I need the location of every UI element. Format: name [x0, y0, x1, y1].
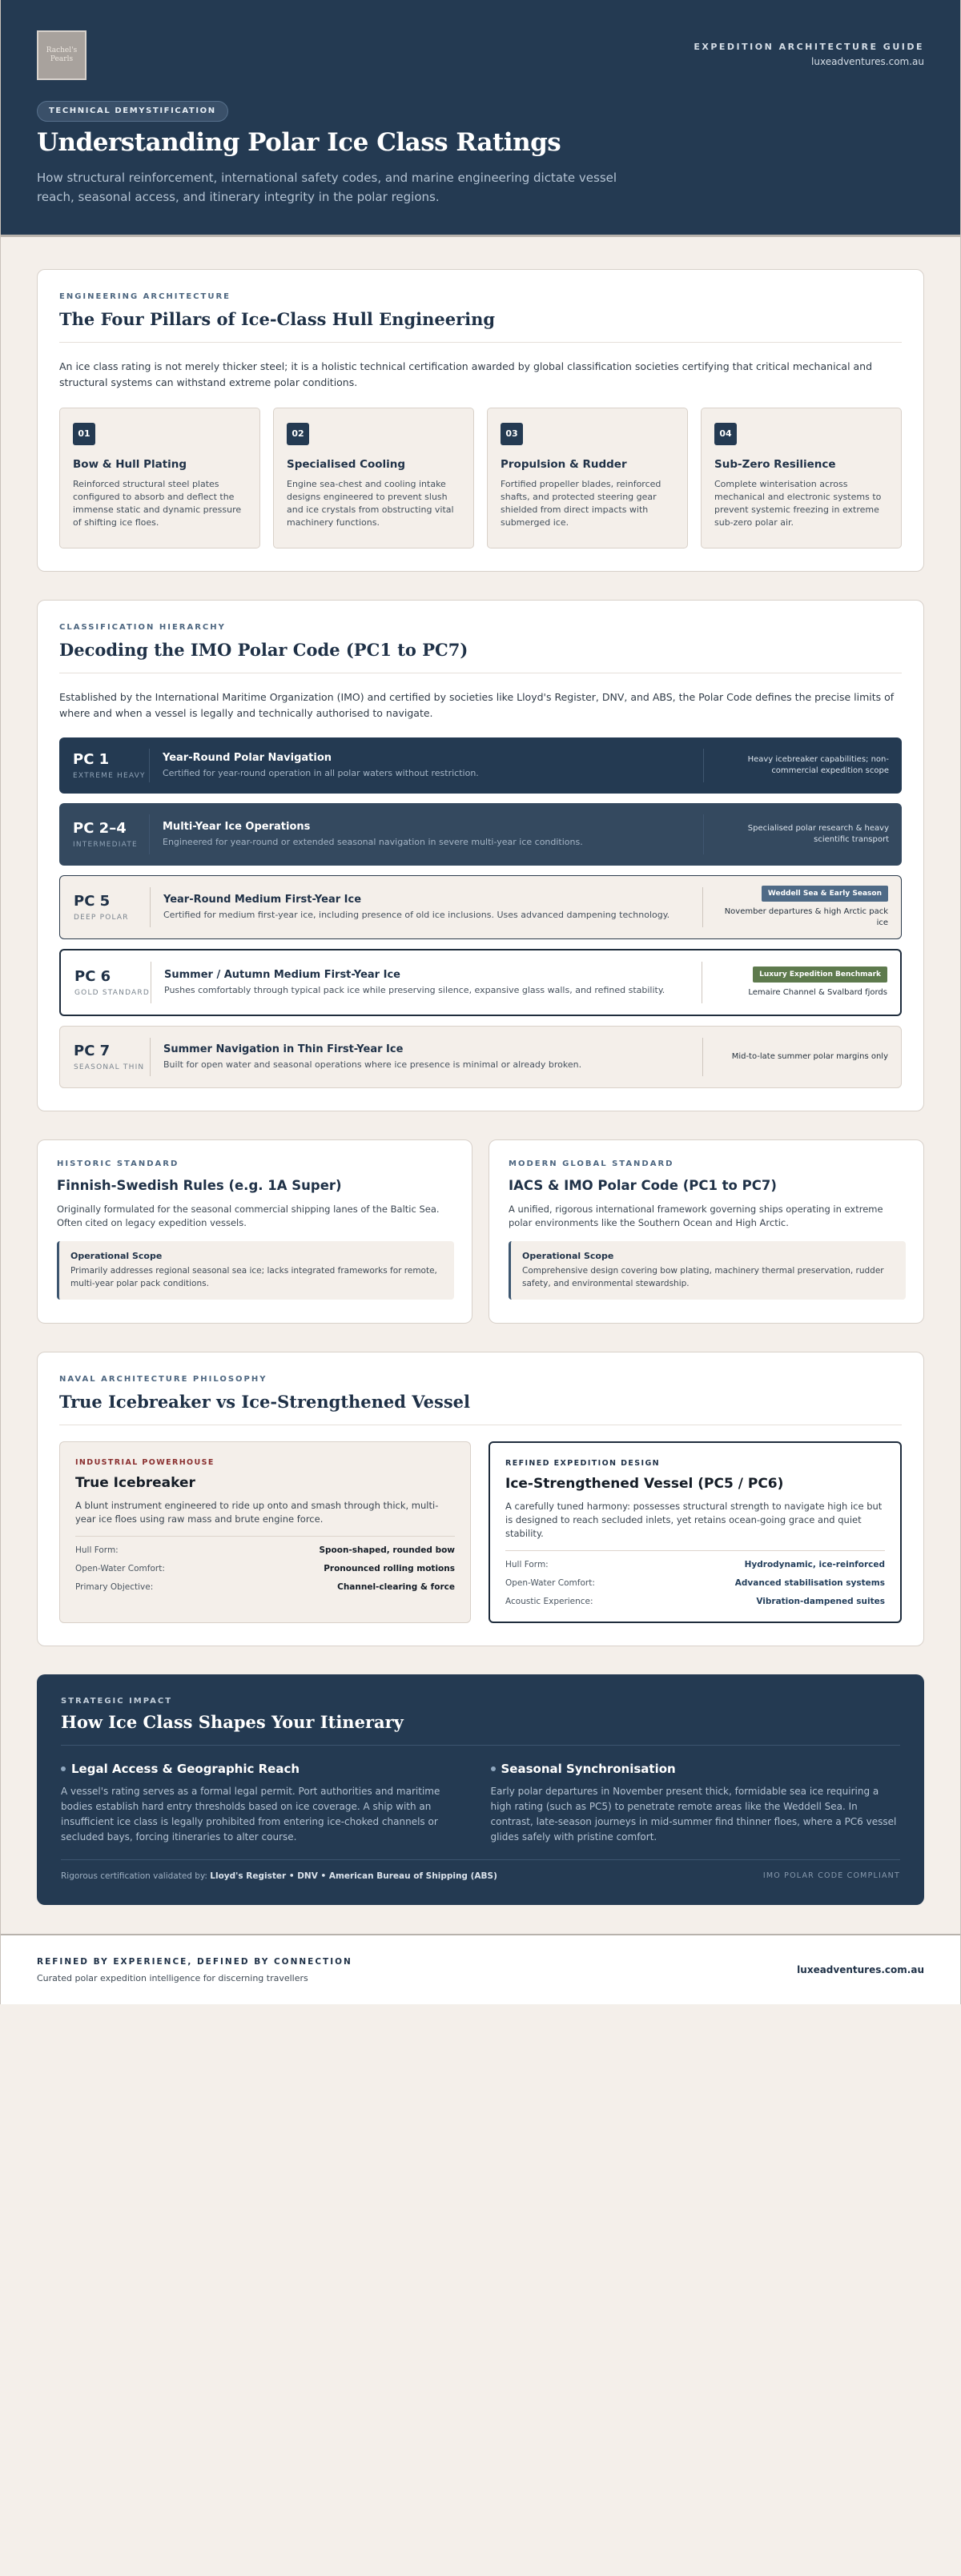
pillar-number: 01 [73, 423, 95, 445]
scope-box [509, 1241, 906, 1300]
tier-code: PC 6 [74, 968, 111, 985]
section-title: How Ice Class Shapes Your Itinerary [61, 1712, 900, 1746]
spec-value: Vibration-dampened suites [756, 1597, 885, 1606]
icebreaker-card [59, 1441, 471, 1623]
tier-description: Pushes comfortably through typical pack ice while preserving silence, expansive glass walls, and refined stability. [164, 985, 665, 995]
tier-subtitle: INTERMEDIATE [73, 841, 138, 849]
tier-note: Lemaire Channel & Svalbard fjords [748, 988, 887, 997]
card-eyebrow: HISTORIC STANDARD [57, 1159, 179, 1168]
tier-code: PC 7 [74, 1043, 111, 1059]
philosophy-section [37, 1352, 924, 1646]
pillar-title: Specialised Cooling [287, 458, 406, 471]
pillars-section [37, 269, 924, 572]
section-pill: TECHNICAL DEMYSTIFICATION [37, 101, 228, 122]
tier-title: Multi-Year Ice Operations [163, 821, 311, 833]
tier-badge: Weddell Sea & Early Season [762, 886, 888, 902]
ice-strengthened-card [489, 1441, 902, 1623]
strategic-column [61, 1762, 471, 1845]
column-text: Early polar departures in November present thick, formidable sea ice requiring a high rating (such as PC5) to penetrate remote areas like the Weddell Sea. In contrast, late-season journeys in mid-summer find thinner floes, where a PC6 vessel glides safely with pristine comfort. [490, 1786, 897, 1843]
pillar-card [487, 408, 688, 549]
tier-title: Year-Round Medium First-Year Ice [163, 894, 362, 906]
scope-title: Operational Scope [522, 1251, 614, 1261]
standards-comparison [37, 1139, 924, 1324]
pillar-text: Engine sea-chest and cooling intake designs engineered to prevent slush and ice crystals from obstructing vital machinery functions. [287, 479, 454, 528]
spec-value: Hydrodynamic, ice-reinforced [744, 1560, 885, 1569]
tier-pc7 [59, 1026, 902, 1088]
bullet-dot-icon [61, 1766, 66, 1771]
tier-pc5 [59, 875, 902, 939]
column-title: Legal Access & Geographic Reach [71, 1762, 300, 1776]
certification-bar [61, 1859, 900, 1881]
spec-row [505, 1560, 885, 1569]
spec-label: Primary Objective: [75, 1582, 154, 1592]
tier-pc6 [59, 949, 902, 1016]
pillar-title: Sub-Zero Resilience [714, 458, 836, 471]
card-description: Originally formulated for the seasonal commercial shipping lanes of the Baltic Sea. Often cited on legacy expedition vessels. [57, 1204, 440, 1228]
spec-label: Acoustic Experience: [505, 1597, 593, 1606]
vessel-comparison [59, 1441, 902, 1623]
tier-note: Heavy icebreaker capabilities; non-commercial expedition scope [747, 755, 889, 775]
pillar-card [273, 408, 474, 549]
pillar-number: 02 [287, 423, 309, 445]
section-intro: Established by the International Maritime Organization (IMO) and certified by societies like Lloyd's Register, DNV, and ABS, the Polar Code defines the precise limits of where and when a vessel is legally and technically authorised to navigate. [59, 691, 895, 719]
polar-code-section [37, 600, 924, 1111]
tier-pc2-4 [59, 803, 902, 866]
spec-label: Open-Water Comfort: [505, 1578, 595, 1588]
scope-box [57, 1241, 454, 1300]
section-intro: An ice class rating is not merely thicker steel; it is a holistic technical certification awarded by global classification societies certifying that critical mechanical and structural systems can withstand extreme polar conditions. [59, 360, 873, 388]
tier-code: PC 2–4 [73, 820, 127, 837]
site-link[interactable]: luxeadventures.com.au [811, 56, 924, 67]
section-eyebrow: CLASSIFICATION HIERARCHY [59, 623, 226, 632]
tier-subtitle: DEEP POLAR [74, 914, 129, 922]
card-title: IACS & IMO Polar Code (PC1 to PC7) [509, 1178, 777, 1193]
footer-subtitle: Curated polar expedition intelligence for discerning travellers [37, 1972, 308, 1983]
spec-row [505, 1578, 885, 1588]
tier-pc1 [59, 737, 902, 794]
scope-text: Comprehensive design covering bow plating, machinery thermal preservation, rudder safety, and environmental stewardship. [522, 1266, 884, 1288]
spec-row [75, 1564, 455, 1573]
pillar-text: Complete winterisation across mechanical and electronic systems to prevent systemic freezing in extreme sub-zero polar air. [714, 479, 882, 528]
tier-subtitle: SEASONAL THIN [74, 1063, 145, 1071]
logo-text: Rachel's Pearls [46, 46, 78, 63]
card-tag: INDUSTRIAL POWERHOUSE [75, 1458, 215, 1467]
tier-description: Certified for medium first-year ice, including presence of old ice inclusions. Uses advanced dampening technology. [163, 910, 670, 920]
tier-note: Specialised polar research & heavy scientific transport [747, 824, 889, 844]
section-eyebrow: ENGINEERING ARCHITECTURE [59, 292, 231, 301]
tier-subtitle: GOLD STANDARD [74, 989, 150, 997]
pillar-text: Reinforced structural steel plates configured to absorb and deflect the immense static and dynamic pressure of shifting ice floes. [73, 479, 242, 528]
spec-value: Channel-clearing & force [337, 1582, 455, 1592]
validated-prefix: Rigorous certification validated by: [61, 1871, 207, 1881]
strategic-columns [61, 1762, 900, 1845]
section-title: The Four Pillars of Ice-Class Hull Engineering [59, 309, 902, 343]
pillar-title: Propulsion & Rudder [501, 458, 627, 471]
card-tag: REFINED EXPEDITION DESIGN [505, 1459, 660, 1468]
bullet-dot-icon [491, 1766, 496, 1771]
strategic-impact-section [37, 1674, 924, 1905]
footer-site-link[interactable]: luxeadventures.com.au [797, 1964, 924, 1975]
tier-description: Engineered for year-round or extended seasonal navigation in severe multi-year ice conditions. [163, 837, 583, 847]
guide-label: EXPEDITION ARCHITECTURE GUIDE [694, 42, 924, 52]
tier-code: PC 1 [73, 751, 110, 768]
card-description: A carefully tuned harmony: possesses structural strength to navigate high ice but is designed to reach secluded inlets, yet retains ocean-going grace and quiet stability. [505, 1500, 885, 1551]
pillar-card [59, 408, 260, 549]
tier-code: PC 5 [74, 893, 111, 910]
spec-label: Hull Form: [75, 1545, 119, 1555]
column-title: Seasonal Synchronisation [501, 1762, 676, 1776]
scope-text: Primarily addresses regional seasonal sea ice; lacks integrated frameworks for remote, multi-year polar pack conditions. [70, 1266, 437, 1288]
spec-value: Pronounced rolling motions [324, 1564, 455, 1573]
card-title: Ice-Strengthened Vessel (PC5 / PC6) [505, 1476, 784, 1492]
card-description: A unified, rigorous international framework governing ships operating in extreme polar environments like the Southern Ocean and High Arctic. [509, 1204, 883, 1228]
tier-subtitle: EXTREME HEAVY [73, 772, 146, 780]
tier-note: Mid-to-late summer polar margins only [731, 1052, 888, 1061]
modern-standard-card [489, 1139, 924, 1324]
footer-tagline: REFINED BY EXPERIENCE, DEFINED BY CONNECTION [37, 1956, 352, 1967]
pillar-number: 03 [501, 423, 523, 445]
tier-title: Summer / Autumn Medium First-Year Ice [164, 969, 400, 981]
column-text: A vessel's rating serves as a formal legal permit. Port authorities and maritime bodies establish hard entry thresholds based on ice coverage. A ship with an insufficient ice class is legally prohibited from entering ice-choked channels or secluded bays, forcing itineraries to alter course. [61, 1786, 440, 1843]
spec-value: Advanced stabilisation systems [734, 1578, 885, 1588]
card-title: Finnish-Swedish Rules (e.g. 1A Super) [57, 1178, 342, 1193]
hero-header [1, 0, 960, 237]
spec-value: Spoon-shaped, rounded bow [319, 1545, 455, 1555]
tier-title: Summer Navigation in Thin First-Year Ice [163, 1043, 404, 1055]
historic-standard-card [37, 1139, 472, 1324]
brand-logo[interactable] [37, 30, 86, 80]
section-title: Decoding the IMO Polar Code (PC1 to PC7) [59, 640, 902, 673]
pillar-number: 04 [714, 423, 737, 445]
pillar-card [701, 408, 902, 549]
tier-badge: Luxury Expedition Benchmark [753, 967, 887, 983]
card-title: True Icebreaker [75, 1475, 195, 1491]
spec-row [75, 1545, 455, 1555]
section-title: True Icebreaker vs Ice-Strengthened Vessel [59, 1392, 902, 1425]
spec-row [505, 1597, 885, 1606]
spec-label: Open-Water Comfort: [75, 1564, 165, 1573]
strategic-column [491, 1762, 901, 1845]
pillar-title: Bow & Hull Plating [73, 458, 187, 471]
page-lede: How structural reinforcement, international safety codes, and marine engineering dictate vessel reach, seasonal access, and itinerary integrity in the polar regions. [37, 171, 617, 204]
tier-note: November departures & high Arctic pack ice [724, 907, 888, 927]
section-eyebrow: STRATEGIC IMPACT [61, 1697, 173, 1706]
section-eyebrow: NAVAL ARCHITECTURE PHILOSOPHY [59, 1375, 267, 1384]
card-eyebrow: MODERN GLOBAL STANDARD [509, 1159, 674, 1168]
page-title: Understanding Polar Ice Class Ratings [37, 128, 561, 157]
validated-by: Lloyd's Register • DNV • American Bureau of Shipping (ABS) [210, 1871, 497, 1881]
scope-title: Operational Scope [70, 1251, 163, 1261]
tier-description: Built for open water and seasonal operations where ice presence is minimal or already broken. [163, 1059, 582, 1070]
spec-row [75, 1582, 455, 1592]
tier-title: Year-Round Polar Navigation [163, 752, 332, 764]
compliance-label: IMO POLAR CODE COMPLIANT [762, 1871, 900, 1880]
spec-label: Hull Form: [505, 1560, 549, 1569]
main-content [1, 237, 960, 1905]
tier-description: Certified for year-round operation in all polar waters without restriction. [163, 768, 479, 778]
pillar-text: Fortified propeller blades, reinforced shafts, and protected steering gear shielded from direct impacts with submerged ice. [501, 479, 661, 528]
pillars-grid [59, 408, 902, 549]
page-footer [1, 1934, 960, 2004]
card-description: A blunt instrument engineered to ride up onto and smash through thick, multi-year ice floes using raw mass and brute engine force. [75, 1499, 455, 1537]
